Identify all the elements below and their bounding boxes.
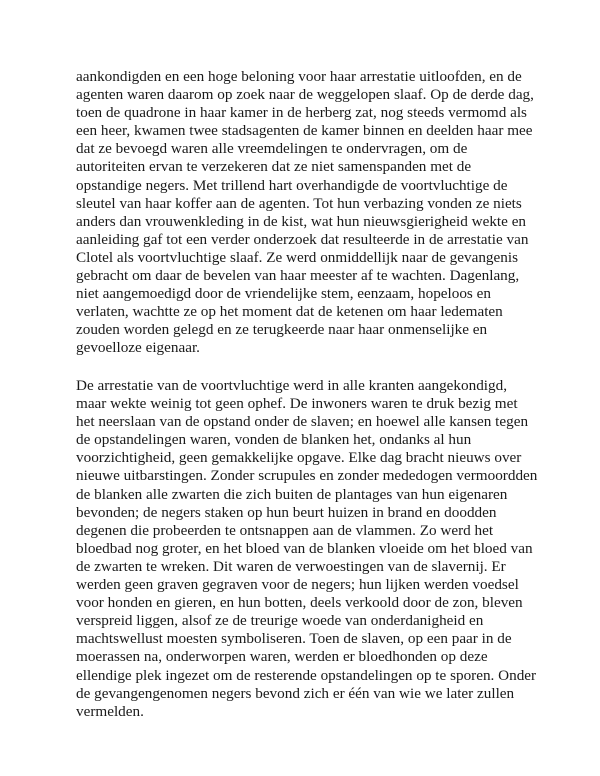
text-line: Clotel als voortvluchtige slaaf. Ze werd onmiddellijk naar de gevangenis xyxy=(76,248,518,266)
text-line: opstandige negers. Met trillend hart overhandigde de voortvluchtige de xyxy=(76,176,508,194)
text-line: sleutel van haar koffer aan de agenten. Tot hun verbazing vonden ze niets xyxy=(76,194,522,212)
text-line: de zwarten te wreken. Dit waren de verwoestingen van de slavernij. Er xyxy=(76,557,506,575)
text-line: zouden worden gelegd en ze terugkeerde naar haar onmenselijke en xyxy=(76,321,488,339)
text-line: aankondigden en een hoge beloning voor haar arrestatie uitloofden, en de xyxy=(76,68,522,85)
text-line: een heer, kwamen twee stadsagenten de kamer binnen en deelden haar mee xyxy=(76,122,533,140)
text-line: De arrestatie van de voortvluchtige werd in alle kranten aangekondigd, xyxy=(76,377,507,394)
text-line: dat ze bevoegd waren alle vreemdelingen te ondervragen, om de xyxy=(76,140,468,158)
text-line: het neerslaan van de opstand onder de slaven; en hoewel alle kansen tegen xyxy=(76,413,529,431)
text-line: nieuwe uitbarstingen. Zonder scrupules en zonder mededogen vermoordden xyxy=(76,467,538,485)
text-line: de opstandelingen waren, vonden de blanken het, ondanks al hun xyxy=(76,431,472,449)
text-line: machtswellust moesten symboliseren. Toen de slaven, op een paar in de xyxy=(76,630,512,648)
text-line: agenten waren daarom op zoek naar de weggelopen slaaf. Op de derde dag, xyxy=(76,86,534,104)
text-line: toen de quadrone in haar kamer in de herberg zat, nog steeds vermomd als xyxy=(76,104,527,122)
text-line: moerassen na, onderworpen waren, werden er bloedhonden op deze xyxy=(76,648,488,666)
paragraph xyxy=(76,377,536,721)
text-line: degenen die probeerden te ontsnappen aan de vlammen. Zo werd het xyxy=(76,521,494,539)
text-line: verspreid liggen, alsof ze de treurige woede van onderdanigheid en xyxy=(76,612,484,630)
text-line: vermelden. xyxy=(76,702,144,720)
text-line: voorzichtigheid, geen gemakkelijke opgave. Elke dag bracht nieuws over xyxy=(76,449,522,467)
text-line: verlaten, wachtte ze op het moment dat de ketenen om haar ledematen xyxy=(76,303,503,321)
text-line: niet aangemoedigd door de vriendelijke stem, eenzaam, hopeloos en xyxy=(76,285,491,303)
text-line: gevoelloze eigenaar. xyxy=(76,339,200,357)
text-line: ellendige plek ingezet om de resterende opstandelingen op te sporen. Onder xyxy=(76,666,537,684)
paragraph xyxy=(76,68,536,358)
text-line: aanleiding gaf tot een verder onderzoek dat resulteerde in de arrestatie van xyxy=(76,230,529,248)
text-line: bevonden; de negers staken op hun beurt huizen in brand en doodden xyxy=(76,503,497,521)
text-line: maar wekte weinig tot geen ophef. De inwoners waren te druk bezig met xyxy=(76,395,518,413)
text-line: de blanken alle zwarten die zich buiten de plantages van hun eigenaren xyxy=(76,485,508,503)
text-line: werden geen graven gegraven voor de negers; hun lijken werden voedsel xyxy=(76,576,519,594)
text-line: voor honden en gieren, en hun botten, deels verkoold door de zon, bleven xyxy=(76,594,523,612)
text-line: de gevangengenomen negers bevond zich er één van wie we later zullen xyxy=(76,684,515,702)
text-line: autoriteiten ervan te verzekeren dat ze niet samenspanden met de xyxy=(76,158,472,176)
text-line: anders dan vrouwenkleding in de kist, wat hun nieuwsgierigheid wekte en xyxy=(76,212,527,230)
text-line: gebracht om daar de bevelen van haar meester af te wachten. Dagenlang, xyxy=(76,267,520,285)
text-line: bloedbad nog groter, en het bloed van de blanken vloeide om het bloed van xyxy=(76,539,533,557)
